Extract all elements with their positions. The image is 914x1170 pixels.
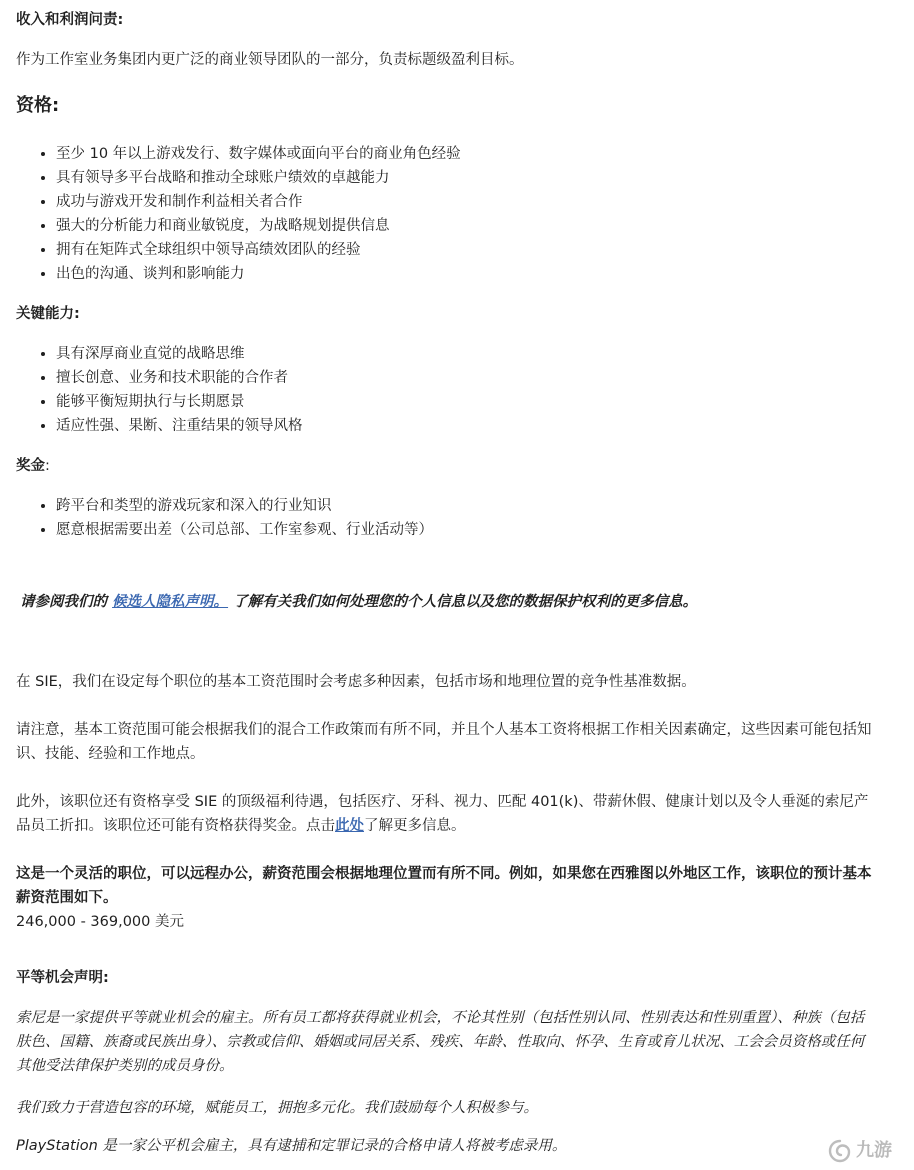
benefits-paragraph [16,790,874,838]
remote-statement: 这是一个灵活的职位，可以远程办公，薪资范围会根据地理位置而有所不同。例如，如果您在西雅图以外地区工作，该职位的预计基本薪资范围如下。 [16,866,872,906]
revenue-text: 作为工作室业务集团内更广泛的商业领导团队的一部分，负责标题级盈利目标。 [16,52,524,68]
benefits-text: 此外，该职位还有资格享受 SIE 的顶级福利待遇，包括医疗、牙科、视力、匹配 401(k)、带薪休假、健康计划以及令人垂涎的索尼产品员工折扣。该职位还可能有资格获得奖金。点击 [16,794,869,834]
watermark [827,1138,892,1164]
bonus-heading-colon: : [45,458,50,474]
list-item: • 跨平台和类型的游戏玩家和深入的行业知识 [56,494,874,518]
list-item: • 具有深厚商业直觉的战略思维 [56,342,874,366]
privacy-statement-link[interactable]: 候选人隐私声明。 [112,594,229,610]
qualifications-list [16,142,874,286]
key-competencies-list [16,342,874,438]
privacy-notice [20,590,874,614]
list-item: • 具有领导多平台战略和推动全球账户绩效的卓越能力 [56,166,874,190]
list-item: • 擅长创意、业务和技术职能的合作者 [56,366,874,390]
list-item: • 至少 10 年以上游戏发行、数字媒体或面向平台的商业角色经验 [56,142,874,166]
key-competencies-heading: 关键能力: [16,306,80,322]
list-item: • 拥有在矩阵式全球组织中领导高绩效团队的经验 [56,238,874,262]
learn-more-link[interactable]: 此处 [335,818,364,834]
list-item: • 能够平衡短期执行与长期愿景 [56,390,874,414]
list-item: • 适应性强、果断、注重结果的领导风格 [56,414,874,438]
eeo-heading: 平等机会声明: [16,970,109,986]
bonus-list [16,494,874,542]
qualifications-heading: 资格: [16,95,60,116]
pay-paragraph-1: 在 SIE，我们在设定每个职位的基本工资范围时会考虑多种因素，包括市场和地理位置的竞争性基准数据。 [16,674,696,690]
list-item: • 成功与游戏开发和制作利益相关者合作 [56,190,874,214]
benefits-suffix: 了解更多信息。 [364,818,466,834]
eeo-paragraph-2: 我们致力于营造包容的环境，赋能员工，拥抱多元化。我们鼓励每个人积极参与。 [16,1100,538,1116]
list-item: • 出色的沟通、谈判和影响能力 [56,262,874,286]
privacy-suffix: 了解有关我们如何处理您的个人信息以及您的数据保护权利的更多信息。 [228,594,698,610]
revenue-heading: 收入和利润问责: [16,12,124,28]
pay-paragraph-2: 请注意，基本工资范围可能会根据我们的混合工作政策而有所不同，并且个人基本工资将根据工作相关因素确定，这些因素可能包括知识、技能、经验和工作地点。 [16,722,872,762]
watermark-text: 九游 [856,1140,892,1161]
bonus-heading [16,454,874,478]
swirl-logo-icon [827,1138,853,1164]
list-item: • 强大的分析能力和商业敏锐度，为战略规划提供信息 [56,214,874,238]
list-item: • 愿意根据需要出差（公司总部、工作室参观、行业活动等） [56,518,874,542]
bonus-heading-text: 奖金 [16,458,45,474]
eeo-paragraph-1: 索尼是一家提供平等就业机会的雇主。所有员工都将获得就业机会，不论其性别（包括性别认同、性别表达和性别重置）、种族（包括肤色、国籍、族裔或民族出身）、宗教或信仰、婚姻或同居关系、残疾、年龄、性取向、怀孕、生育或育儿状况、工会会员资格或任何其他受法律保护类别的成员身份。 [16,1010,865,1074]
salary-range: 246,000 - 369,000 美元 [16,914,184,930]
privacy-prefix: 请参阅我们的 [20,594,113,610]
eeo-paragraph-3: PlayStation 是一家公平机会雇主，具有逮捕和定罪记录的合格申请人将被考虑录用。 [16,1138,567,1154]
